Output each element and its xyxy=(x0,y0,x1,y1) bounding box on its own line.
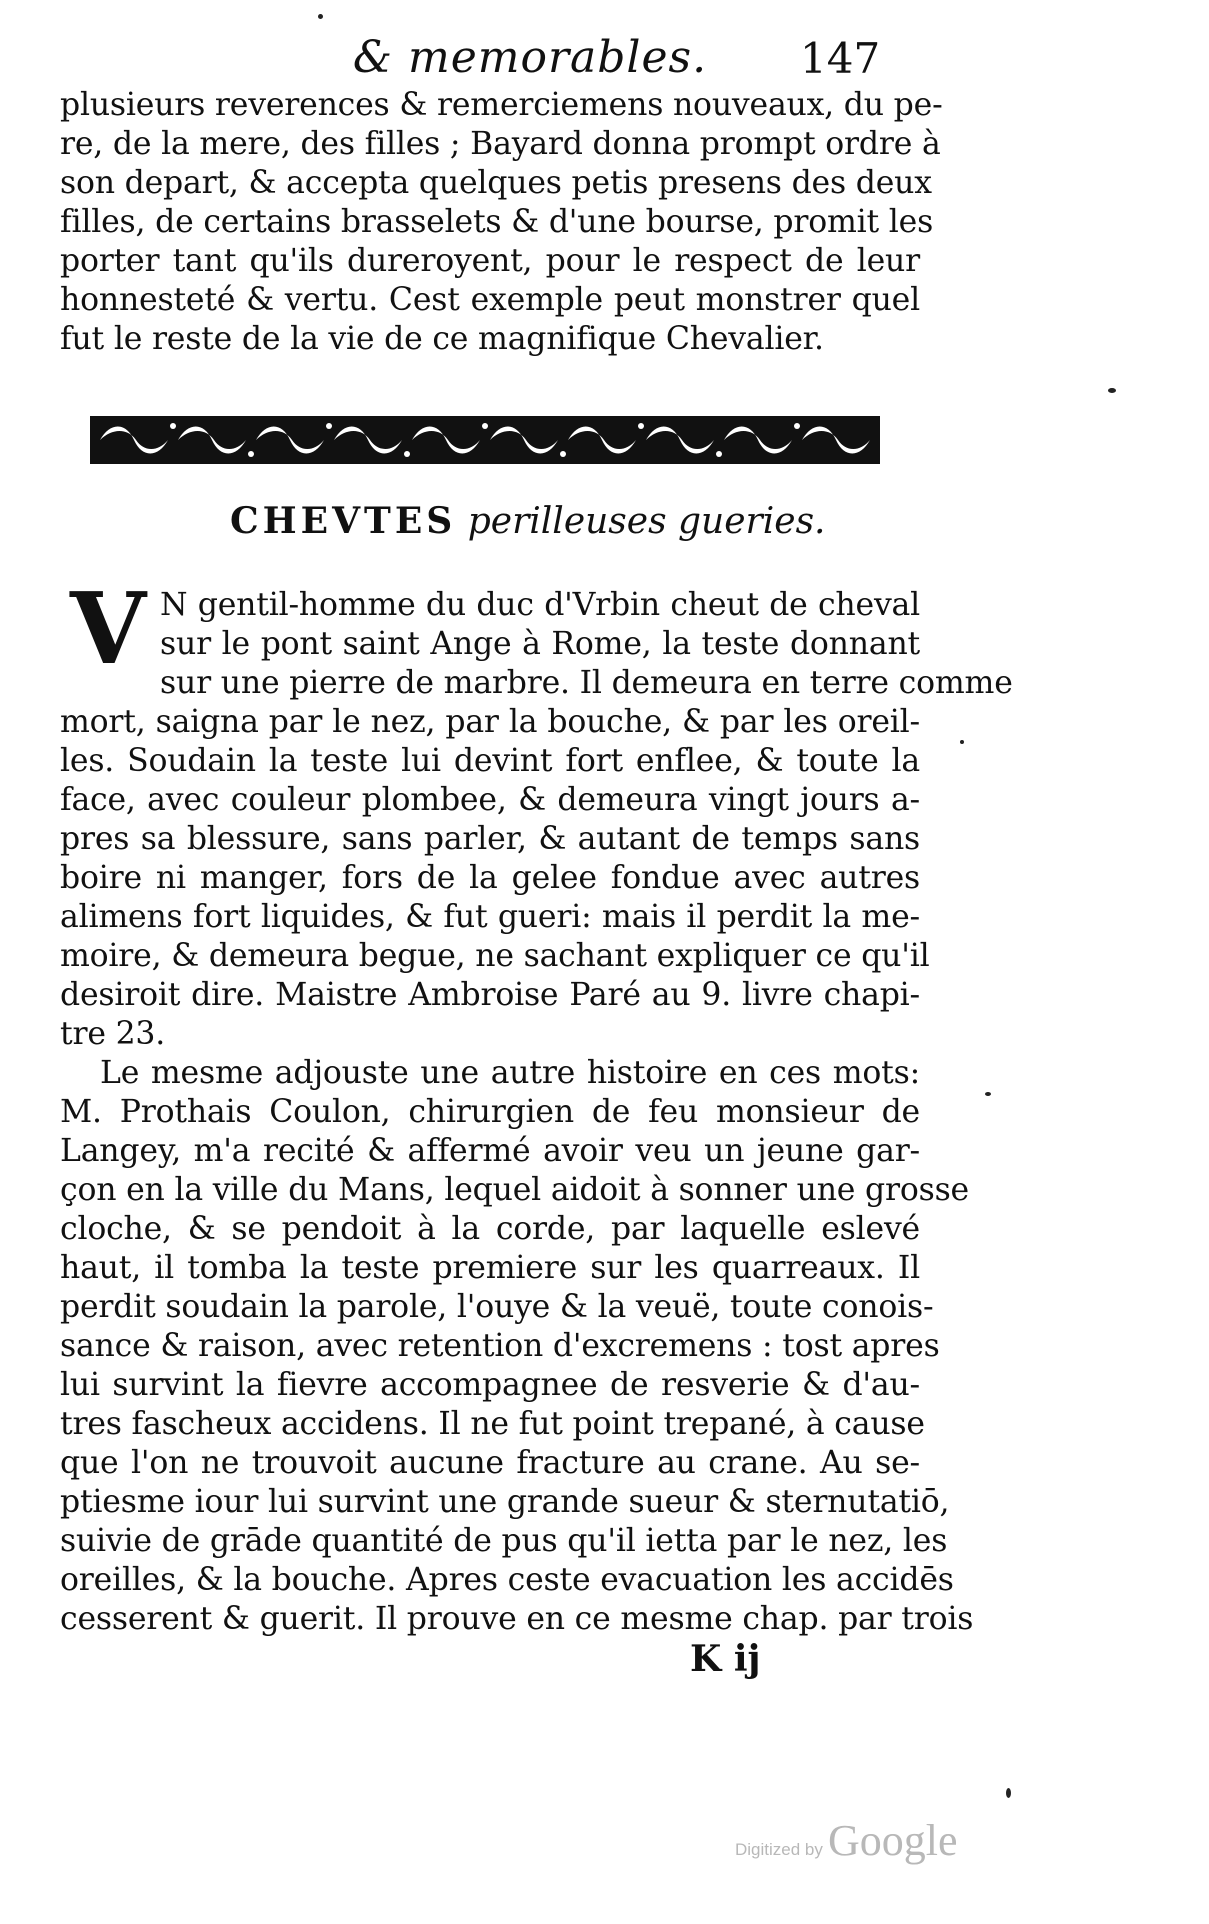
ink-speck xyxy=(1108,388,1116,393)
text-line: fut le reste de la vie de ce magnifique Chevalier. xyxy=(60,321,824,357)
text-line: Le mesme adjouste une autre histoire en ces mots: xyxy=(100,1055,920,1091)
text-line: perdit soudain la parole, l'ouye & la veuë, toute conois- xyxy=(60,1289,934,1325)
text-line: sur le pont saint Ange à Rome, la teste donnant xyxy=(160,626,920,662)
text-line: desiroit dire. Maistre Ambroise Paré au 9. livre chapi- xyxy=(60,977,920,1013)
text-line: Langey, m'a recité & affermé avoir veu un jeune gar- xyxy=(60,1133,920,1169)
text-line: filles, de certains brasselets & d'une bourse, promit les xyxy=(60,204,934,240)
text-line: sur une pierre de marbre. Il demeura en terre comme xyxy=(160,665,1013,701)
text-line: cloche, & se pendoit à la corde, par laquelle eslevé xyxy=(60,1211,920,1247)
section-title-italic: perilleuses gueries. xyxy=(467,501,826,542)
text-line: N gentil-homme du duc d'Vrbin cheut de cheval xyxy=(160,587,920,623)
ornament-band-icon xyxy=(90,412,880,468)
signature-mark: K ij xyxy=(690,1638,761,1680)
main-text xyxy=(60,572,1013,1639)
drop-cap: V xyxy=(70,572,147,687)
second-paragraph xyxy=(60,1054,974,1639)
text-line: son depart, & accepta quelques petis presens des deux xyxy=(60,165,932,201)
ink-speck xyxy=(985,1092,991,1096)
text-line: mort, saigna par le nez, par la bouche, & par les oreil- xyxy=(60,704,920,740)
text-line: suivie de grāde quantité de pus qu'il ietta par le nez, les xyxy=(60,1523,948,1559)
watermark-brand: Google xyxy=(827,1816,958,1865)
text-line: re, de la mere, des filles ; Bayard donna prompt ordre à xyxy=(60,126,941,162)
watermark-prefix: Digitized by xyxy=(735,1840,823,1859)
section-title-caps: CHEVTES xyxy=(230,500,457,542)
text-line: plusieurs reverences & remerciemens nouveaux, du pe- xyxy=(60,87,943,123)
text-line: çon en la ville du Mans, lequel aidoit à sonner une grosse xyxy=(60,1172,969,1208)
ink-speck xyxy=(318,14,323,19)
first-paragraph xyxy=(60,572,1013,1054)
text-line: haut, il tomba la teste premiere sur les quarreaux. Il xyxy=(60,1250,920,1286)
text-line: sance & raison, avec retention d'excremens : tost apres xyxy=(60,1328,940,1364)
text-line: ptiesme iour lui survint une grande sueur & sternutatiō, xyxy=(60,1484,950,1520)
text-line: M. Prothais Coulon, chirurgien de feu monsieur de xyxy=(60,1094,920,1130)
page-number: 147 xyxy=(800,34,881,83)
text-line: boire ni manger, fors de la gelee fondue avec autres xyxy=(60,860,920,896)
text-line: tres fascheux accidens. Il ne fut point trepané, à cause xyxy=(60,1406,925,1442)
text-line: que l'on ne trouvoit aucune fracture au crane. Au se- xyxy=(60,1445,920,1481)
text-line: alimens fort liquides, & fut gueri: mais il perdit la me- xyxy=(60,899,920,935)
text-line: cesserent & guerit. Il prouve en ce mesme chap. par trois xyxy=(60,1601,974,1637)
running-head: & memorables. xyxy=(352,32,708,83)
top-paragraph xyxy=(60,86,943,359)
text-line: honnesteté & vertu. Cest exemple peut monstrer quel xyxy=(60,282,920,318)
digitization-watermark xyxy=(735,1815,958,1866)
text-line: face, avec couleur plombee, & demeura vingt jours a- xyxy=(60,782,920,818)
text-line: moire, & demeura begue, ne sachant expliquer ce qu'il xyxy=(60,938,930,974)
ink-speck xyxy=(1006,1788,1011,1798)
ink-speck xyxy=(960,740,964,744)
text-line: lui survint la fievre accompagnee de resverie & d'au- xyxy=(60,1367,920,1403)
section-title xyxy=(230,500,826,542)
text-line: les. Soudain la teste lui devint fort enflee, & toute la xyxy=(60,743,920,779)
text-line: tre 23. xyxy=(60,1016,166,1052)
text-line: oreilles, & la bouche. Apres ceste evacuation les accidēs xyxy=(60,1562,954,1598)
text-line: pres sa blessure, sans parler, & autant de temps sans xyxy=(60,821,920,857)
text-line: porter tant qu'ils dureroyent, pour le respect de leur xyxy=(60,243,920,279)
